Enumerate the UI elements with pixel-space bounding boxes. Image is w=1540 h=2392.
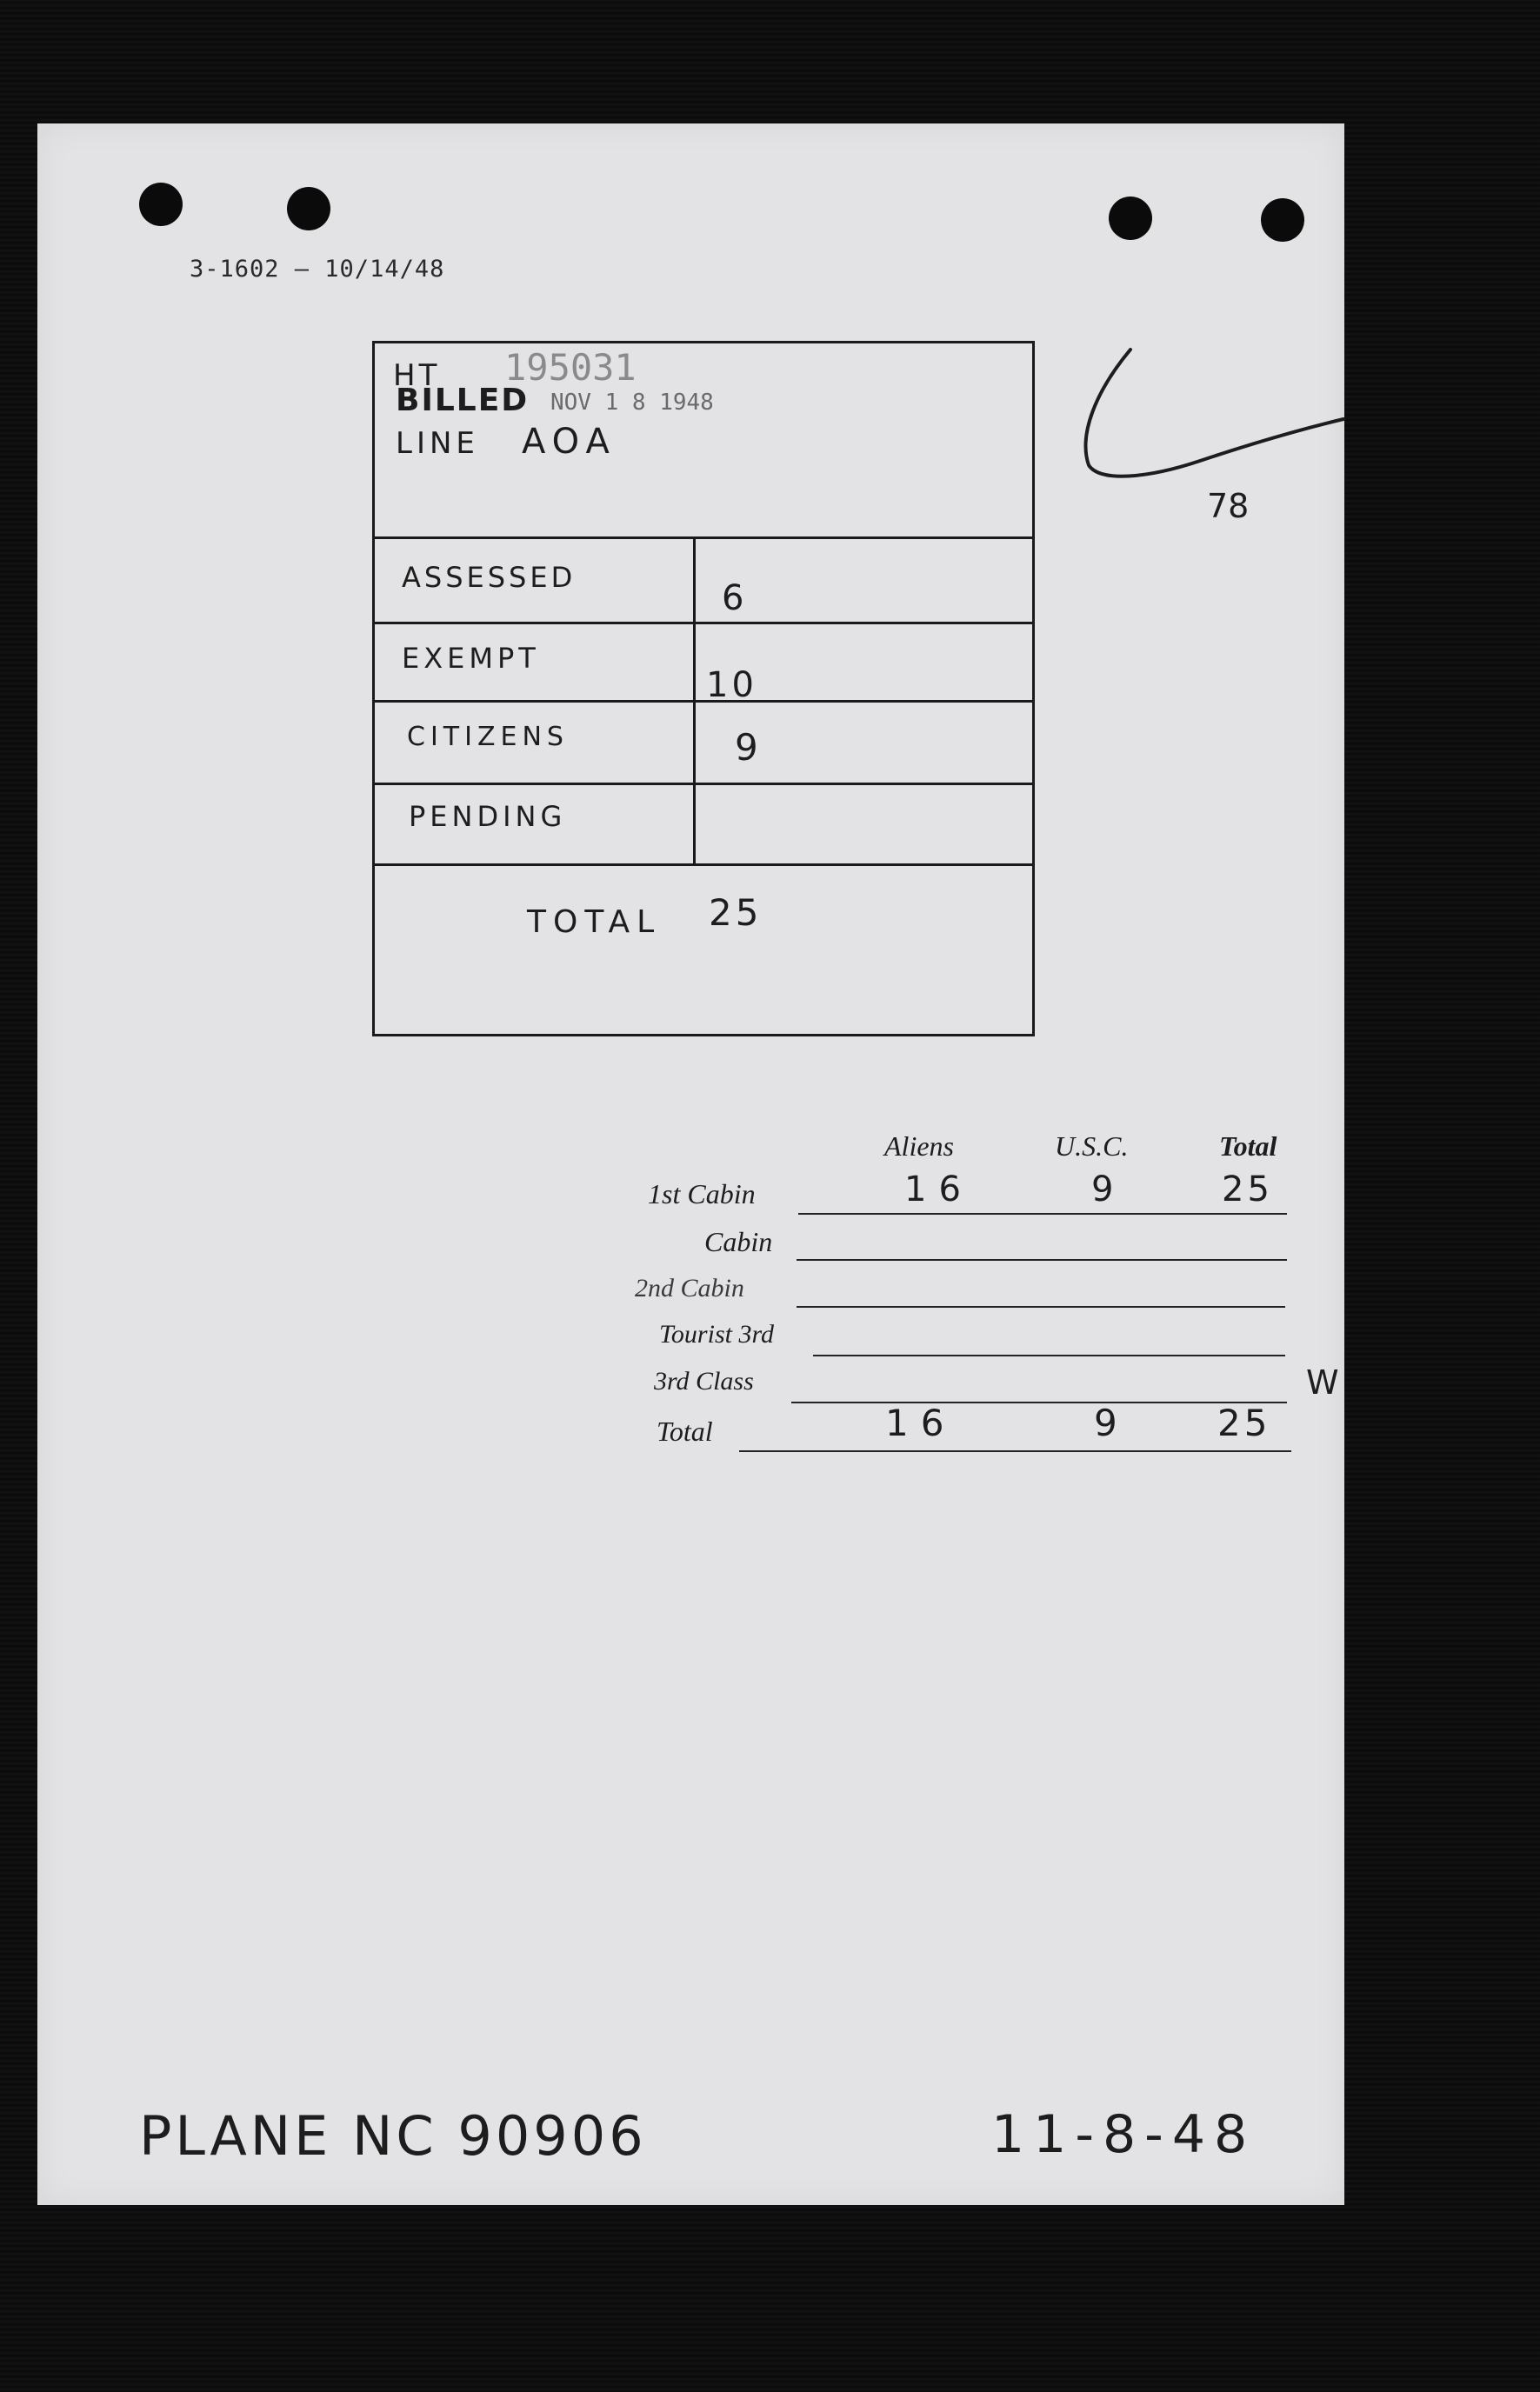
- row-label-1st-cabin: 1st Cabin: [648, 1178, 756, 1209]
- header-aliens: Aliens: [884, 1130, 954, 1162]
- box-divider-3: [372, 700, 1035, 703]
- box-divider-4: [372, 783, 1035, 785]
- box-divider-2: [372, 622, 1035, 624]
- check-mark-icon: [1070, 339, 1348, 496]
- row-total-aliens: 16: [885, 1402, 957, 1444]
- box-divider-5: [372, 863, 1035, 866]
- row-label-total: Total: [657, 1416, 713, 1447]
- row-1st-cabin-aliens: 16: [904, 1169, 973, 1209]
- row-1st-cabin-usc: 9: [1091, 1169, 1114, 1209]
- box-divider-1: [372, 536, 1035, 539]
- punch-hole-right-1: [1109, 197, 1152, 240]
- ht-number-stamp: 195031: [504, 346, 637, 389]
- row-total-total: 25: [1217, 1402, 1271, 1444]
- total-label: TOTAL: [527, 904, 662, 940]
- citizens-label: CITIZENS: [407, 722, 569, 752]
- punch-hole-right-2: [1261, 198, 1304, 242]
- citizens-value: 9: [735, 726, 758, 769]
- row-label-2nd-cabin: 2nd Cabin: [635, 1274, 744, 1303]
- row-label-3rd-class: 3rd Class: [654, 1367, 754, 1396]
- billed-date-stamp: NOV 1 8 1948: [550, 390, 714, 416]
- line-label: LINE: [396, 426, 479, 461]
- line-value: AOA: [522, 422, 617, 462]
- row-total-line: [739, 1450, 1291, 1452]
- row-total-usc: 9: [1094, 1402, 1117, 1444]
- exempt-value: 10: [706, 665, 757, 705]
- row-1st-cabin-total: 25: [1222, 1169, 1273, 1209]
- margin-note: 78: [1207, 487, 1250, 525]
- total-value: 25: [709, 891, 763, 934]
- assessed-label: ASSESSED: [402, 561, 577, 594]
- row-2nd-cabin-line: [797, 1306, 1285, 1308]
- header-total: Total: [1219, 1130, 1277, 1162]
- row-label-cabin: Cabin: [704, 1226, 773, 1257]
- exempt-label: EXEMPT: [402, 642, 540, 675]
- assessed-value: 6: [722, 578, 744, 618]
- form-number: 3-1602 — 10/14/48: [190, 256, 445, 283]
- row-cabin-line: [797, 1259, 1287, 1261]
- punch-hole-left-2: [287, 187, 330, 230]
- box-column-divider: [693, 536, 696, 865]
- row-label-tourist-3rd: Tourist 3rd: [659, 1320, 775, 1349]
- row-3rd-class-line: [791, 1402, 1287, 1403]
- header-usc: U.S.C.: [1055, 1130, 1129, 1162]
- punch-hole-left-1: [139, 183, 183, 226]
- row-tourist-3rd-line: [813, 1355, 1285, 1356]
- plane-number: PLANE NC 90906: [139, 2104, 647, 2168]
- side-mark: W: [1306, 1363, 1339, 1402]
- ht-label: HT: [393, 358, 441, 393]
- pending-label: PENDING: [409, 800, 567, 833]
- row-1st-cabin-line: [798, 1213, 1287, 1215]
- billed-label: BILLED: [396, 383, 530, 418]
- footer-date: 11-8-48: [991, 2104, 1257, 2165]
